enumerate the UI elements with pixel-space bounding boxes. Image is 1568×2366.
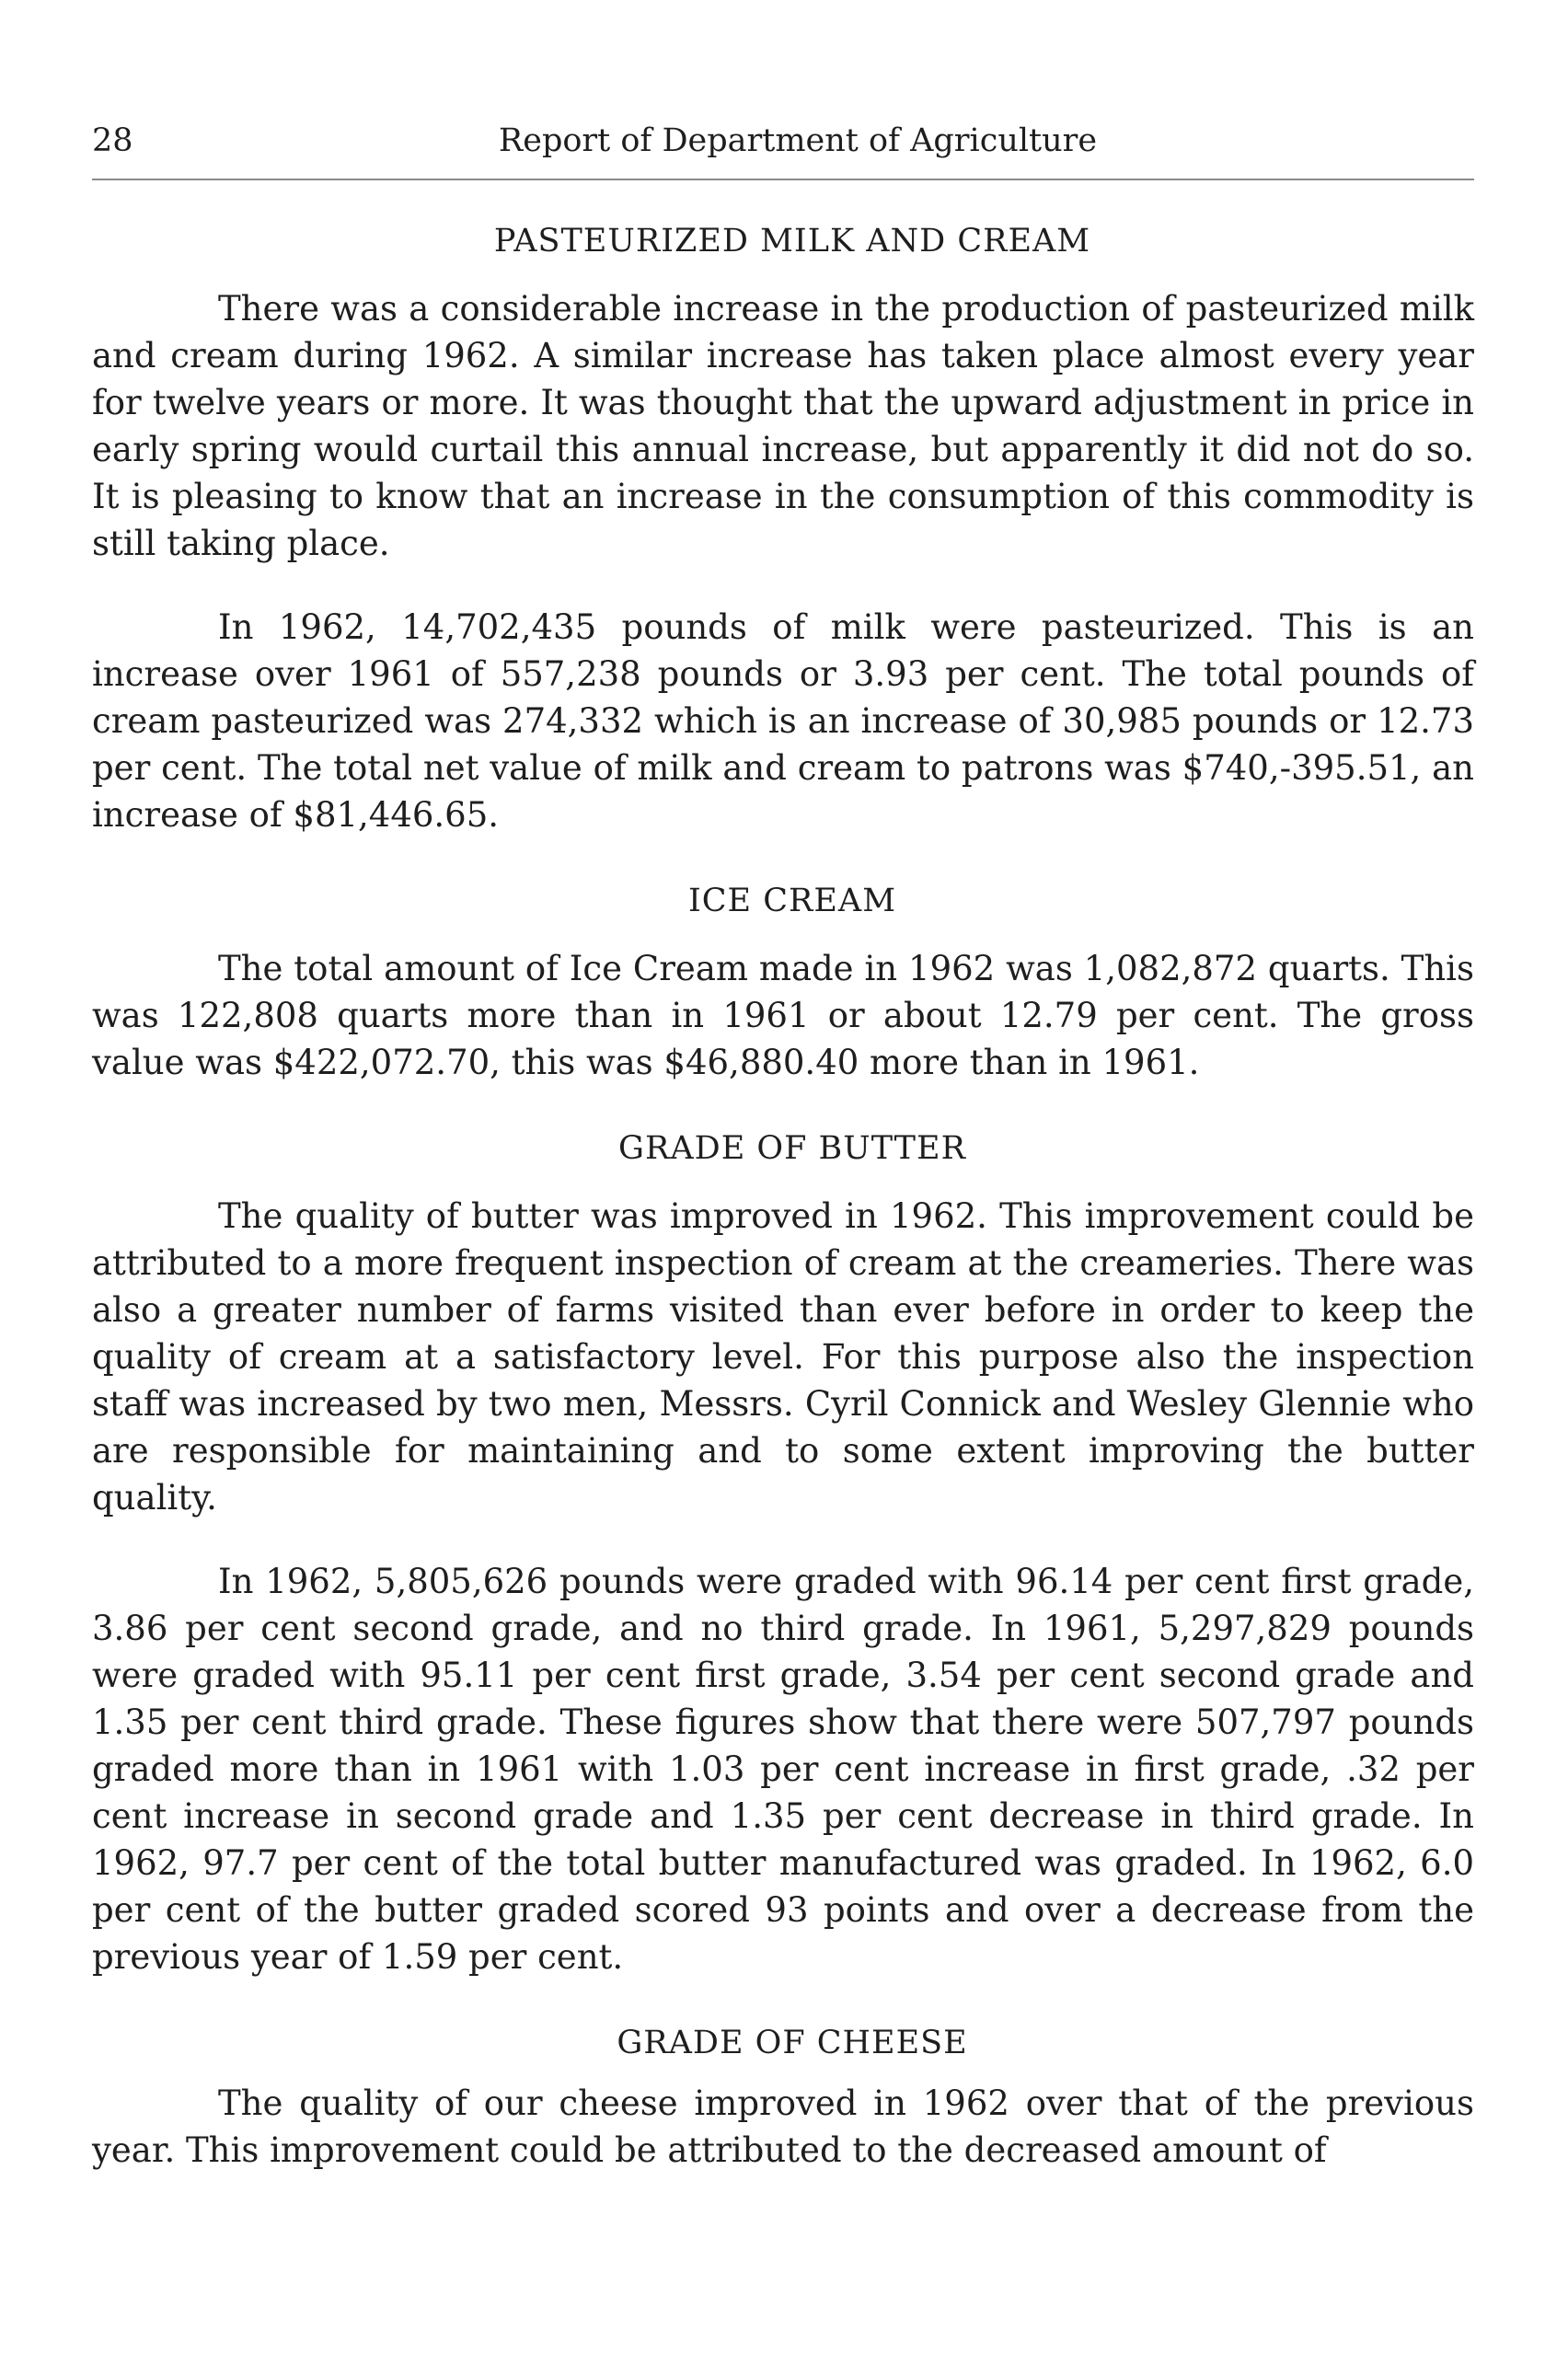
section-grade-of-cheese (92, 2019, 1474, 2174)
paragraph: There was a considerable increase in the production of pasteurized milk and cream during 1962. A similar increase has taken place almost every year for twelve years or more. It was thought that the upward adjustment in price in early spring would curtail this annual increase, but apparently it did not do so. It is pleasing to know that an increase in the consumption of this commodity is still taking place. (92, 289, 1474, 563)
section-heading: PASTEURIZED MILK AND CREAM (493, 223, 1091, 260)
page-body (92, 217, 1474, 2174)
paragraph: The quality of our cheese improved in 1962 over that of the previous year. This improvement could be attributed to the decreased amount of (92, 2083, 1474, 2170)
page-number: 28 (92, 122, 133, 159)
section-ice-cream (92, 877, 1474, 1086)
section-grade-of-butter (92, 1125, 1474, 1980)
paragraph: In 1962, 14,702,435 pounds of milk were pasteurized. This is an increase over 1961 of 557,238 pounds or 3.93 per cent. The total pounds of cream pasteurized was 274,332 which is an increase of 30,985 pounds or 12.73 per cent. The total net value of milk and cream to patrons was $740,-395.51, an increase of $81,446.65. (92, 607, 1474, 835)
section-pasteurized-milk-and-cream (92, 217, 1474, 838)
section-heading: ICE CREAM (687, 883, 897, 919)
section-heading: GRADE OF BUTTER (618, 1130, 966, 1167)
paragraph: In 1962, 5,805,626 pounds were graded with 96.14 per cent first grade, 3.86 per cent second grade, and no third grade. In 1961, 5,297,829 pounds were graded with 95.11 per cent first grade, 3.54 per cent second grade and 1.35 per cent third grade. These figures show that there were 507,797 pounds graded more than in 1961 with 1.03 per cent increase in first grade, .32 per cent increase in second grade and 1.35 per cent decrease in third grade. In 1962, 97.7 per cent of the total butter manufactured was graded. In 1962, 6.0 per cent of the butter graded scored 93 points and over a decrease from the previous year of 1.59 per cent. (92, 1562, 1474, 1977)
running-head (0, 118, 1568, 164)
running-title: Report of Department of Agriculture (498, 122, 1098, 159)
paragraph: The quality of butter was improved in 1962. This improvement could be attributed to a more frequent inspection of cream at the creameries. There was also a greater number of farms visited than ever before in order to keep the quality of cream at a satisfactory level. For this purpose also the inspection staff was increased by two men, Messrs. Cyril Connick and Wesley Glennie who are responsible for maintaining and to some extent improving the butter quality. (92, 1196, 1474, 1518)
header-rule (92, 179, 1474, 180)
section-heading: GRADE OF CHEESE (617, 2025, 968, 2061)
paragraph: The total amount of Ice Cream made in 1962 was 1,082,872 quarts. This was 122,808 quarts more than in 1961 or about 12.79 per cent. The gross value was $422,072.70, this was $46,880.40 more than in 1961. (92, 949, 1474, 1082)
